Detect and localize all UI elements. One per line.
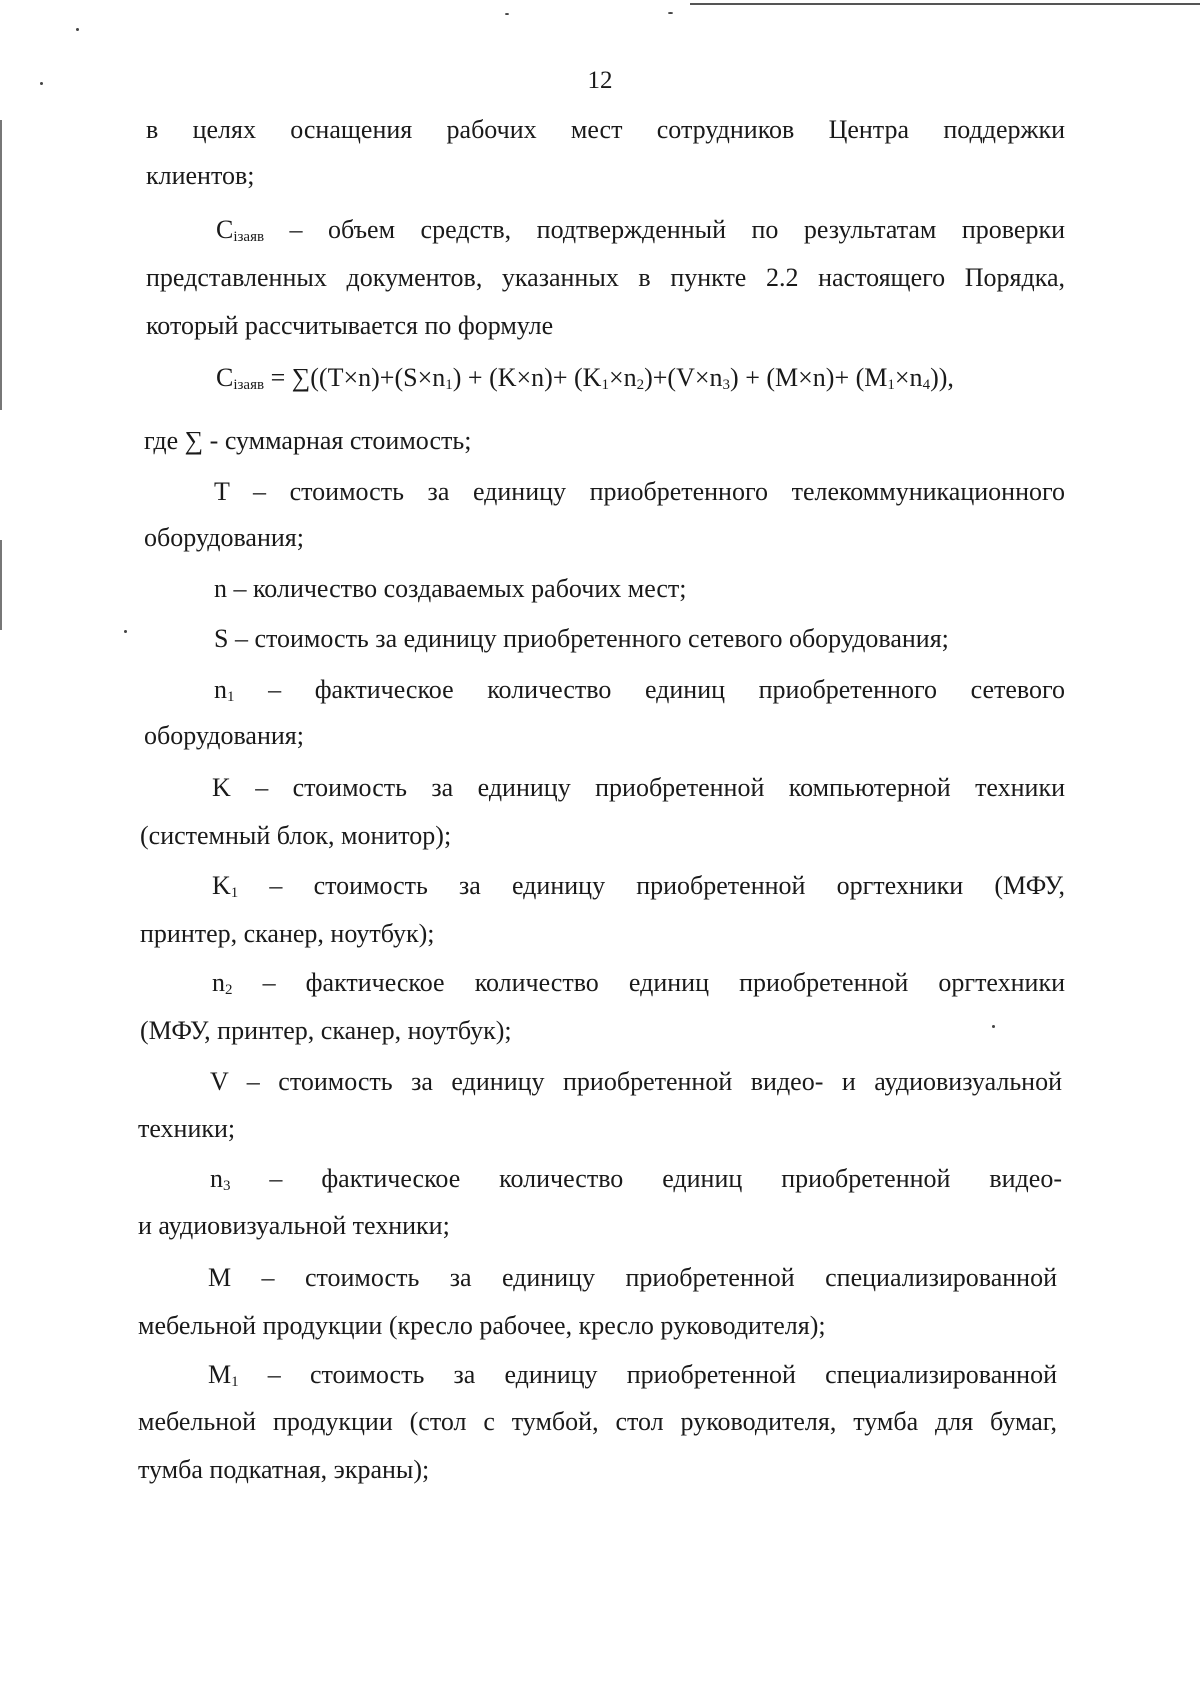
paragraph-line: и аудиовизуальной техники; [138, 1211, 450, 1240]
paragraph-line: $n_2$ – фактическое количество единиц приобретенной оргтехники [212, 968, 1065, 998]
paragraph-line: $M_1$ – стоимость за единицу приобретенной специализированной [208, 1360, 1057, 1390]
scan-left-edge [0, 540, 2, 630]
scan-speck [668, 12, 673, 14]
paragraph-line: представленных документов, указанных в пункте 2.2 настоящего Порядка, [146, 263, 1065, 292]
variable-symbol: $K_1$ [212, 871, 239, 901]
paragraph-line: $n_3$ – фактическое количество единиц приобретенной видео- [210, 1164, 1062, 1194]
scan-speck [992, 1025, 995, 1028]
page-number: 12 [587, 67, 613, 94]
paragraph-line: M – стоимость за единицу приобретенной специализированной [208, 1263, 1057, 1292]
variable-symbol: $M_1$ [208, 1360, 239, 1390]
paragraph-line: (МФУ, принтер, сканер, ноутбук); [140, 1016, 512, 1045]
scan-speck [124, 630, 127, 633]
paragraph-line: мебельной продукции (кресло рабочее, кресло руководителя); [138, 1311, 826, 1340]
paragraph-line: V – стоимость за единицу приобретенной видео- и аудиовизуальной [210, 1067, 1062, 1096]
paragraph-line: тумба подкатная, экраны); [138, 1455, 430, 1484]
paragraph-line: клиентов; [146, 161, 255, 190]
formula: $C_{iзаяв} = \sum((T\times n)+(S\times n_1) + (K\times n)+ (K_1\times n_2)+(V\times n_3) + (M\times n)+ (M_1\times n_4))$, [216, 363, 954, 393]
paragraph-line: техники; [138, 1114, 236, 1143]
scan-speck [505, 13, 509, 15]
variable-symbol: $n_3$ [210, 1164, 231, 1194]
paragraph-line: принтер, сканер, ноутбук); [140, 919, 435, 948]
paragraph-line: $K_1$ – стоимость за единицу приобретенной оргтехники (МФУ, [212, 871, 1065, 901]
paragraph-line: который рассчитывается по формуле [146, 311, 554, 340]
paragraph-line: (системный блок, монитор); [140, 821, 452, 850]
variable-symbol: $n_2$ [212, 968, 233, 998]
scan-speck [76, 28, 79, 31]
scan-top-rule [690, 3, 1200, 5]
variable-symbol: $n_1$ [214, 675, 235, 705]
paragraph-line: оборудования; [144, 721, 304, 750]
paragraph-line: мебельной продукции (стол с тумбой, стол руководителя, тумба для бумаг, [138, 1407, 1057, 1436]
paragraph-line: оборудования; [144, 523, 304, 552]
paragraph-line: где ∑ - суммарная стоимость; [144, 426, 472, 455]
paragraph-line: n – количество создаваемых рабочих мест; [214, 574, 687, 603]
paragraph-line: $n_1$ – фактическое количество единиц приобретенного сетевого [214, 675, 1065, 705]
paragraph-line: в целях оснащения рабочих мест сотрудников Центра поддержки [146, 115, 1065, 144]
paragraph-line: $C_{iзаяв}$ – объем средств, подтвержденный по результатам проверки [216, 215, 1065, 245]
scan-left-edge [0, 120, 2, 410]
paragraph-line: S – стоимость за единицу приобретенного сетевого оборудования; [214, 624, 949, 653]
paragraph-line: K – стоимость за единицу приобретенной компьютерной техники [212, 773, 1065, 802]
variable-symbol: $C_{iзаяв}$ [216, 215, 265, 245]
paragraph-line: T – стоимость за единицу приобретенного телекоммуникационного [214, 477, 1065, 506]
